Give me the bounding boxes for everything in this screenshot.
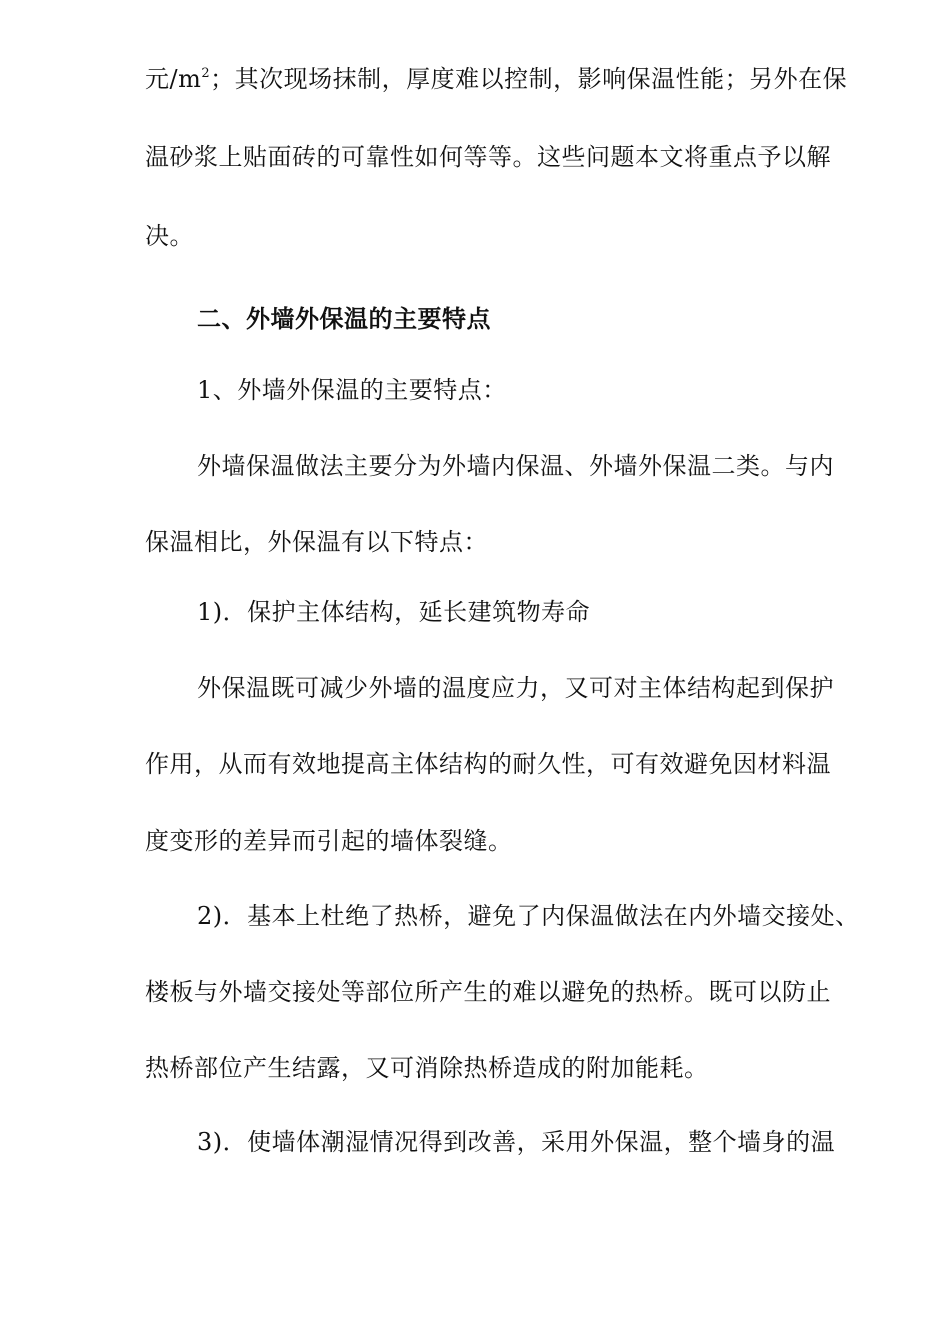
- text-segment: 元/m: [145, 65, 202, 93]
- list-item-title: 1)．保护主体结构，延长建筑物寿命: [197, 598, 591, 626]
- paragraph-line: 外墙保温做法主要分为外墙内保温、外墙外保温二类。与内: [197, 452, 834, 480]
- paragraph-line: 度变形的差异而引起的墙体裂缝。: [145, 827, 513, 855]
- paragraph-line: 热桥部位产生结露，又可消除热桥造成的附加能耗。: [145, 1054, 709, 1082]
- text-segment: ；其次现场抹制，厚度难以控制，影响保温性能；另外在保: [210, 65, 848, 93]
- list-item-title: 2)．基本上杜绝了热桥，避免了内保温做法在内外墙交接处、: [197, 902, 860, 930]
- superscript: 2: [201, 66, 211, 81]
- subsection-heading: 1、外墙外保温的主要特点：: [197, 376, 507, 404]
- paragraph-line: 保温相比，外保温有以下特点：: [145, 528, 488, 556]
- paragraph-line: 楼板与外墙交接处等部位所产生的难以避免的热桥。既可以防止: [145, 978, 831, 1006]
- paragraph-line: [145, 64, 847, 94]
- paragraph-line: 外保温既可减少外墙的温度应力，又可对主体结构起到保护: [197, 674, 834, 702]
- paragraph-line: 决。: [145, 222, 194, 250]
- section-heading: 二、外墙外保温的主要特点: [197, 304, 491, 333]
- list-item-title: 3)．使墙体潮湿情况得到改善，采用外保温，整个墙身的温: [197, 1128, 836, 1156]
- paragraph-line: 作用，从而有效地提高主体结构的耐久性，可有效避免因材料温: [145, 750, 831, 778]
- paragraph-line: 温砂浆上贴面砖的可靠性如何等等。这些问题本文将重点予以解: [145, 143, 831, 171]
